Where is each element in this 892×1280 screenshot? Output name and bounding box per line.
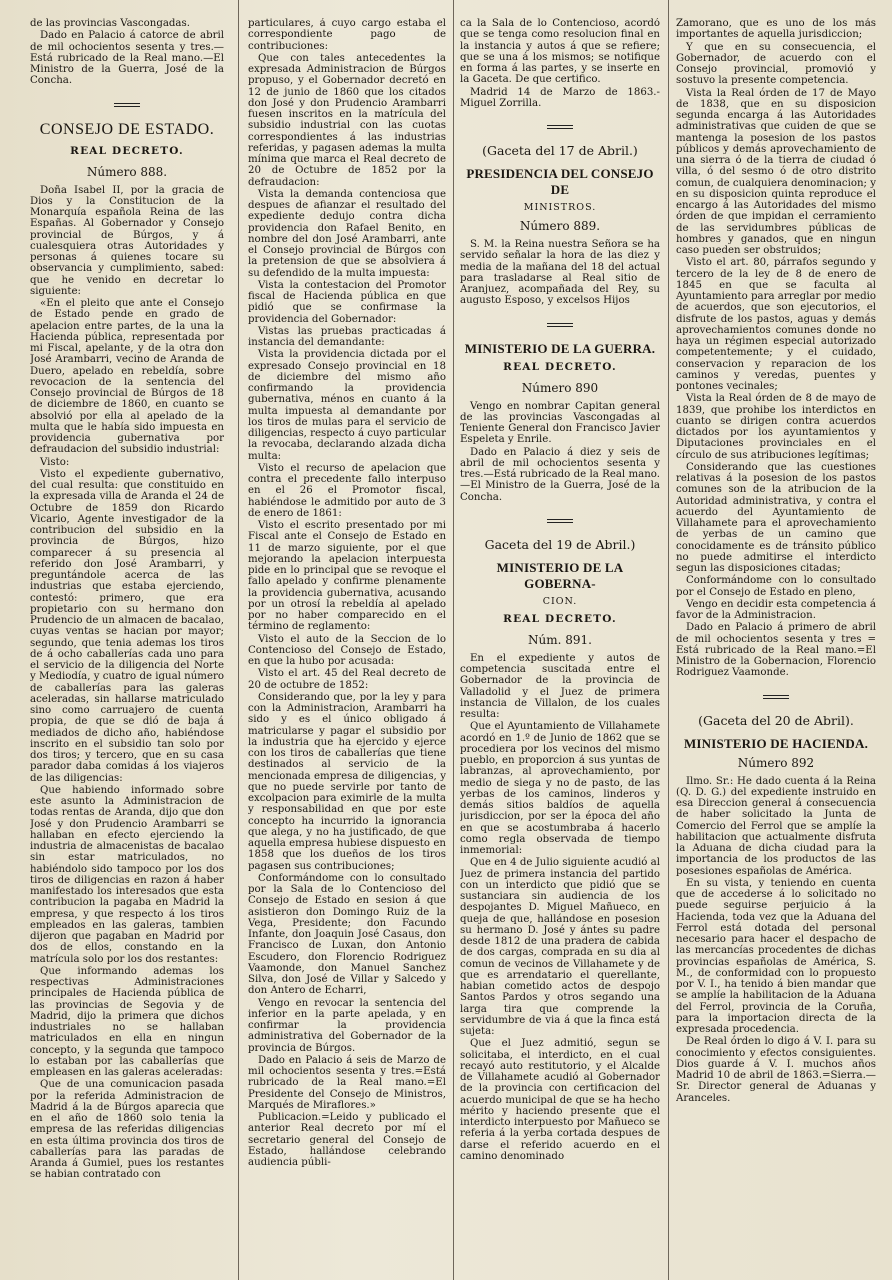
section-separator bbox=[763, 695, 789, 699]
paragraph: Dado en Palacio á primero de abril de mil ochocientos sesenta y tres = Está rubricado de la Real mano.=El Ministro de la Gobernacion, Florencio Rodriguez Vaamonde. bbox=[676, 622, 876, 679]
gaceta-date: (Gaceta del 17 de Abril.) bbox=[482, 143, 638, 158]
decree-number: Número 889. bbox=[519, 219, 601, 233]
decree-label: REAL DECRETO. bbox=[503, 360, 617, 373]
paragraph: S. M. la Reina nuestra Señora se ha servido señalar la hora de las diez y media de la mañana del 18 del actual para trasladarse al Real sitio de Aranjuez, acompañada del Rey, su augusto Esposo, y excelsos Hijos bbox=[460, 239, 660, 307]
decree-number: Número 892 bbox=[737, 755, 815, 770]
section-separator bbox=[547, 125, 573, 129]
paragraph: En su vista, y teniendo en cuenta que de accederse á lo solicitado no puede seguirse perjuicio á la Hacienda, toda vez que la Aduana del Ferrol está dotada del personal necesario para hacer el despacho de las mercancías procedentes de dichas provincias españolas de América, S. M., de conformidad con lo propuesto por V. I., ha tenido á bien mandar que se amplíe la habilitacion de la Aduana del Ferrol, provincia de la Coruña, para la importacion directa de la expresada procedencia. bbox=[676, 877, 876, 1035]
paragraph: Que el Ayuntamiento de Villahamete acordó en 1.º de Junio de 1862 que se procediera por los vecinos del mismo pueblo, en proporcion á sus yuntas de labranzas, al aprovechamiento, por medio de siega y no de pasto, de las yerbas de los caminos, linderos y demás sitios baldíos de aquella jurisdiccion, por ser la época del año en que se acostumbraba á hacerlo como regla observada de tiempo inmemorial: bbox=[460, 721, 660, 856]
column-rule bbox=[668, 0, 669, 1280]
paragraph: Vengo en nombrar Capitan general de las provincias Vascongadas al Teniente General don Francisco Javier Espeleta y Enrile. bbox=[460, 400, 660, 446]
paragraph: De Real órden lo digo á V. I. para su conocimiento y efectos consiguientes. Dios guarde á V. I. muchos años Madrid 10 de abril de 1863.=Sierra.—Sr. Director general de Aduanas y Aranceles. bbox=[676, 1036, 876, 1104]
paragraph: de las provincias Vascongadas. bbox=[30, 18, 190, 29]
paragraph: Que en 4 de Julio siguiente acudió al Juez de primera instancia del partido con un interdicto que pidió que se sustanciara sin audiencia de los despojantes D. Miguel Mañueco, en queja de que, hallándose en posesion su hermano D. José y ántes su padre desde 1812 de una pradera de cabida de dos cargas, comprada en su dia al comun de vecinos de Villahamete y de que es arrendatario el querellante, habian cometido actos de despojo Santos Pardos y otros segando una larga tira que comprende la servidumbre de via á que la finca está sujeta: bbox=[460, 857, 660, 1037]
section-heading: MINISTERIO DE LA GUERRA. bbox=[464, 340, 656, 356]
section-subheading: MINISTROS. bbox=[523, 202, 597, 213]
paragraph: Que habiendo informado sobre este asunto la Administracion de todas rentas de Aranda, dijo que don José y don Prudencio Arambarri se hallaban en efecto ejerciendo la industria de almacenistas de bacalao sin estar matriculados, no habiéndolo sido tampoco por los dos tiros de diligencias en razon á haber manifestado los interesados que esta contribucion la pagaba en Madrid la empresa, y que respecto á los tiros empleados en las galeras, tambien dijeron que pagaban en Madrid por dos de ellos, constando en la matrícula solo por los dos restantes: bbox=[30, 784, 224, 965]
paragraph: Vista la contestacion del Promotor fiscal de Hacienda pública en que pidió que se confirmase la providencia del Gobernador: bbox=[248, 279, 446, 325]
paragraph: Vistas las pruebas practicadas á instancia del demandante: bbox=[248, 325, 446, 348]
paragraph: Vengo en revocar la sentencia del inferior en la parte apelada, y en confirmar la providencia administrativa del Gobernador de la provincia de Búrgos. bbox=[248, 997, 446, 1054]
paragraph: Conformándome con lo consultado por la Sala de lo Contencioso del Consejo de Estado en sesion á que asistieron don Domingo Ruiz de la Vega, Presidente; don Facundo Infante, don Joaquin José Casaus, don Francisco de Luxan, don Antonio Escudero, don Florencio Rodriguez Vaamonde, don Manuel Sanchez Silva, don José de Villar y Salcedo y don Antero de Echarri, bbox=[248, 872, 446, 997]
paragraph: Visto: bbox=[40, 456, 70, 468]
column-3 bbox=[460, 18, 660, 1272]
decree-number: Número 890 bbox=[521, 380, 599, 395]
paragraph: Vengo en decidir esta competencia á favor de la Administracion. bbox=[676, 598, 876, 621]
paragraph: Vista la providencia dictada por el expresado Consejo provincial en 18 de diciembre del mismo año confirmando la providencia gubernativa, ménos en cuanto á la multa impuesta al demandante por los tiros de mulas para el servicio de diligencias, respecto á cuyo particular la revocaba, declarando alzada dicha multa: bbox=[248, 349, 446, 462]
section-subheading: CION. bbox=[542, 595, 578, 607]
decree-label: REAL DECRETO. bbox=[503, 612, 617, 625]
column-rule bbox=[238, 0, 239, 1280]
paragraph: Considerando que, por la ley y para con la Administracion, Arambarri ha sido y es el único obligado á matricularse y pagar el subsidio por la industria que ha ejercido y ejerce con los tiros de caballerías que tiene destinados al servicio de la mencionada empresa de diligencias, y que no puede servirle por tanto de excolpacion para eximirle de la multa y responsabilidad en que por este concepto ha incurrido la ignorancia que alega, y no ha justificado, de que aquella empresa hubiese dispuesto en 1858 que los dueños de los tiros pagasen sus contribuciones; bbox=[248, 691, 446, 872]
paragraph: Publicacion.=Leido y publicado el anterior Real decreto por mí el secretario general del Consejo de Estado, hallándose celebrando audiencia públi- bbox=[248, 1112, 446, 1168]
paragraph: Vista la demanda contenciosa que despues de afianzar el resultado del expediente dedujo contra dicha providencia don Rafael Benito, en nombre del don José Arambarri, ante el Consejo provincial de Búrgos con la pretension de que se absolviera á su defendido de la multa impuesta: bbox=[248, 188, 446, 279]
paragraph: «En el pleito que ante el Consejo de Estado pende en grado de apelacion entre partes, de la una la Hacienda pública, representada por mi Fiscal, apelante, y de la otra don José Arambarri, vecino de Aranda de Duero, apelado en rebeldía, sobre revocacion de la sentencia del Consejo provincial de Búrgos de 18 de diciembre de 1860, en cuanto se absolvió por ella al apelado de la multa que le había sido impuesta en providencia gubernativa por defraudacion del subsidio industrial: bbox=[30, 298, 224, 456]
column-rule bbox=[453, 0, 454, 1280]
paragraph: Que con tales antecedentes la expresada Administracion de Búrgos propuso, y el Gobernador decretó en 12 de junio de 1860 que los citados don José y don Prudencio Arambarri fuesen inscritos en la matrícula del subsidio industrial con las cuotas correspondientes á las industrias referidas, y pagasen ademas la multa mínima que marca el Real decreto de 20 de Octubre de 1852 por la defraudacion: bbox=[248, 52, 446, 188]
paragraph: Conformándome con lo consultado por el Consejo de Estado en pleno, bbox=[676, 575, 876, 598]
paragraph: Vista la Real órden de 17 de Mayo de 1838, que en su disposicion segunda encarga á las Autoridades administrativas que cuiden de que se mantenga la posesion de los pastos públicos y demás aprovechamiento de una sierra ó de la tierra de ciudad ó villa, ó del sesmo ó de otro distrito comun, de cualquiera denominacion; y en su disposicion quinta reproduce el encargo á las Autoridades del mismo órden de que impidan el cerramiento de las servidumbres públicas de hombres y ganados, que en ningun caso pueden ser obstruidos; bbox=[676, 87, 876, 256]
paragraph: Dado en Palacio á diez y seis de abril de mil ochocientos sesenta y tres.—Está rubricado de la Real mano.—El Ministro de la Guerra, José de la Concha. bbox=[460, 446, 660, 503]
paragraph: Vista la Real órden de 8 de mayo de 1839, que prohibe los interdictos en cuanto se dirigen contra acuerdos dictados por los ayuntamientos y Diputaciones provinciales en el círculo de sus atribuciones legítimas; bbox=[676, 393, 876, 461]
column-4 bbox=[676, 18, 876, 1272]
column-2 bbox=[248, 18, 446, 1272]
paragraph: Que el Juez admitió, segun se solicitaba, el interdicto, en el cual recayó auto restitutorio, y el Alcalde de Villahamete acudió al Gobernador de la provincia con certificacion del acuerdo municipal de que se ha hecho mérito y haciendo presente que el interdicto interpuesto por Mañueco se referia á la yerba cortada despues de darse el referido acuerdo en el camino denominado bbox=[460, 1038, 660, 1162]
section-heading: PRESIDENCIA DEL CONSEJO DE bbox=[466, 166, 654, 197]
gaceta-date: Gaceta del 19 de Abril.) bbox=[484, 536, 636, 552]
section-heading: CONSEJO DE ESTADO. bbox=[39, 120, 215, 138]
column-1 bbox=[30, 18, 224, 1272]
paragraph: Visto el expediente gubernativo, del cual resulta: que constituido en la expresada villa de Aranda el 24 de Octubre de 1859 don Ricardo Vicario, Agente investigador de la contribucion del subsidio en la provincia de Búrgos, hizo comparecer á su presencia al referido don José Arambarri, y preguntándole acerca de las industrias que estaba ejerciendo, contestó: primero, que era propietario con su hermano don Prudencio de un almacen de bacalao, cuyas ventas se hacian por mayor; segundo, que tenia ademas los tiros de á ocho caballerías cada uno para el servicio de la diligencia del Norte y Mediodía, y cuatro de igual número de caballerías para las galeras aceleradas, sin hallarse matriculado sino como carruajero de cuenta propia, de que se dió de baja á mediados de dicho año, habiéndose inscrito en el subsidio tan solo por dos tiros; y tercero, que en su casa parador daba comidas á los viajeros de las diligencias: bbox=[30, 468, 224, 784]
paragraph: Que informando ademas los respectivas Administraciones principales de Hacienda pública de las provincias de Segovia y de Madrid, dijo la primera que dichos industriales no se hallaban matriculados en ella en ningun concepto, y la segunda que tampoco lo estaban por las caballerías que empleasen en las galeras aceleradas: bbox=[30, 965, 224, 1078]
paragraph: ca la Sala de lo Contencioso, acordó que se tenga como resolucion final en la instancia y autos á que se refiere; que se una á los mismos; se notifique en forma á las partes, y se inserte en la Gaceta. De que certifico. bbox=[460, 18, 660, 86]
paragraph: Dado en Palacio á catorce de abril de mil ochocientos sesenta y tres.—Está rubricado de la Real mano.—El Ministro de la Guerra, José de la Concha. bbox=[30, 30, 224, 87]
paragraph: Visto el escrito presentado por mi Fiscal ante el Consejo de Estado en 11 de marzo siguiente, por el que mejorando la apelacion interpuesta pide en lo principal que se revoque el fallo apelado y confirme plenamente la providencia gubernativa, acusando por un otrosí la rebeldía al apelado por no haber comparecido en el término de reglamento: bbox=[248, 520, 446, 633]
paragraph: Visto el art. 80, párrafos segundo y tercero de la ley de 8 de enero de 1845 en que se faculta al Ayuntamiento para arreglar por medio de acuerdos, que son ejecutorios, el disfrute de los pastos, aguas y demás aprovechamientos comunes donde no haya un régimen especial autorizado competentemente; y el cuidado, conservacion y reparacion de los caminos y veredas, puentes y pontones vecinales; bbox=[676, 257, 876, 392]
paragraph: Considerando que las cuestiones relativas á la posesion de los pastos comunes son de la atribucion de la Autoridad administrativa, y contra el acuerdo del Ayuntamiento de Villahamete para el aprovechamiento de yerbas de un camino que conocidamente es de tránsito público no puede admitirse el interdicto segun las disposiciones citadas; bbox=[676, 461, 876, 574]
gaceta-date: (Gaceta del 20 de Abril). bbox=[698, 712, 854, 728]
section-separator bbox=[547, 323, 573, 327]
section-separator bbox=[114, 103, 140, 107]
section-heading: MINISTERIO DE LA GOBERNA- bbox=[496, 559, 624, 591]
paragraph: Ilmo. Sr.: He dado cuenta á la Reina (Q. D. G.) del expediente instruido en esa Direccion general á consecuencia de haber solicitado la Junta de Comercio del Ferrol que se amplíe la habilitacion que actualmente disfruta la Aduana de dicha ciudad para la importancia de los productos de las posesiones españolas de América. bbox=[676, 775, 876, 877]
paragraph: Visto el recurso de apelacion que contra el precedente fallo interpuso en el 26 el Promotor fiscal, habiéndose le admitido por auto de 3 de enero de 1861: bbox=[248, 462, 446, 519]
decree-label: REAL DECRETO. bbox=[70, 144, 184, 157]
paragraph: particulares, á cuyo cargo estaba el correspondiente pago de contribuciones: bbox=[248, 18, 446, 52]
section-heading: MINISTERIO DE HACIENDA. bbox=[683, 735, 869, 751]
paragraph: Visto el auto de la Seccion de lo Contencioso del Consejo de Estado, en que la hubo por acusada: bbox=[248, 633, 446, 667]
decree-number: Número 888. bbox=[86, 164, 168, 179]
paragraph: Y que en su consecuencia, el Gobernador, de acuerdo con el Consejo provincial, promovió y sostuvo la presente competencia. bbox=[676, 41, 876, 87]
paragraph: En el expediente y autos de competencia suscitada entre el Gobernador de la provincia de Valladolid y el Juez de primera instancia de Villalon, de los cuales resulta: bbox=[460, 652, 660, 720]
decree-number: Núm. 891. bbox=[528, 632, 592, 647]
signature-line: Madrid 14 de Marzo de 1863.-Miguel Zorrilla. bbox=[460, 86, 660, 109]
paragraph: Doña Isabel II, por la gracia de Dios y la Constitucion de la Monarquía española Reina de las Españas. Al Gobernador y Consejo provincial de Búrgos, y á cualesquiera otras Autoridades y personas á quienes tocare su observancia y cumplimiento, sabed: que he venido en decretar lo siguiente: bbox=[30, 184, 224, 297]
paragraph: Que de una comunicacion pasada por la referida Administracion de Madrid á la de Búrgos aparecia que en el año de 1860 solo tenia la empresa de las referidas diligencias en esta última provincia dos tiros de caballerías para las paradas de Aranda á Gumiel, pues los restantes se habian contratado con bbox=[30, 1079, 224, 1181]
section-separator bbox=[547, 519, 573, 523]
paragraph: Zamorano, que es uno de los más importantes de aquella jurisdiccion; bbox=[676, 18, 876, 41]
paragraph: Dado en Palacio á seis de Marzo de mil ochocientos sesenta y tres.=Está rubricado de la Real mano.=El Presidente del Consejo de Ministros, Marqués de Miraflores.» bbox=[248, 1054, 446, 1111]
paragraph: Visto el art. 45 del Real decreto de 20 de octubre de 1852: bbox=[248, 668, 446, 691]
